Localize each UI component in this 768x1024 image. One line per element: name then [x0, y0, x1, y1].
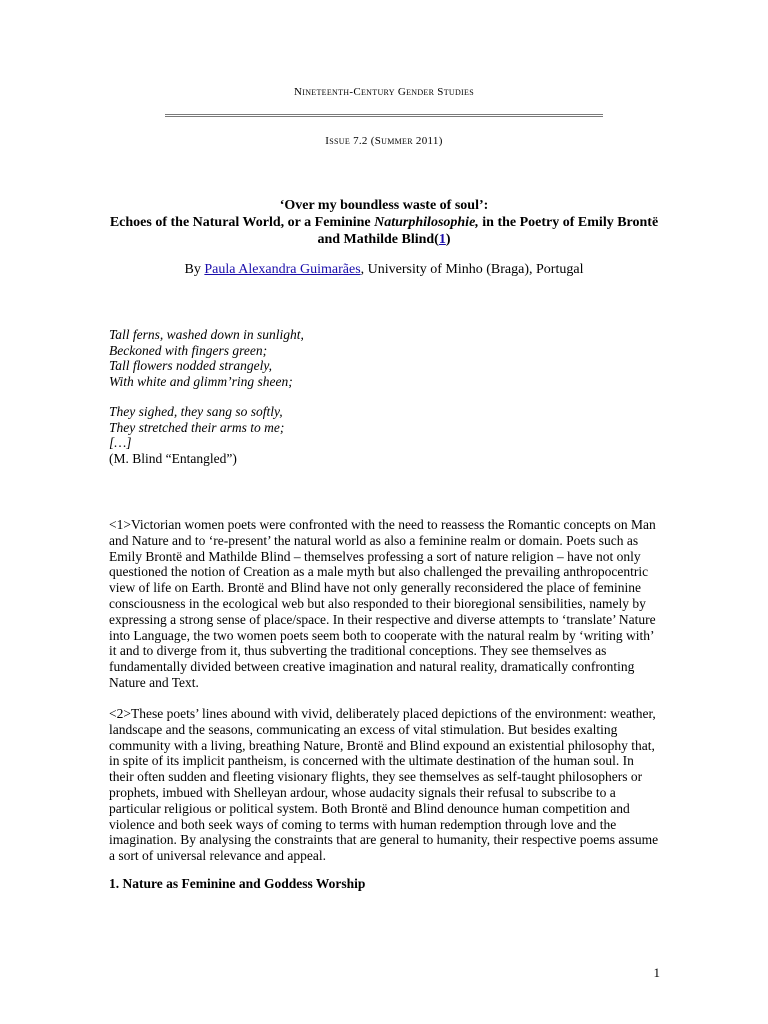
poem-line: With white and glimm’ring sheen;	[109, 373, 293, 389]
article-title	[100, 197, 668, 248]
byline	[0, 262, 768, 278]
title-italic: Naturphilosophie,	[374, 215, 479, 230]
poem-line: Tall flowers nodded strangely,	[109, 358, 273, 373]
footnote-link[interactable]: 1	[438, 232, 446, 247]
paragraph-2: <2>These poets’ lines abound with vivid, deliberately placed depictions of the environment: weather, landscape and the seasons, communicating an excess of vital stimulation. But besides exalting community with a living, breathing Nature, Brontë and Blind expound an existential philosophy that, in spite of its implicit pantheism, is concerned with the ultimate destination of the human soul. In their often sudden and fleeting visionary flights, they see themselves as self-taught philosophers or prophets, imbued with Shelleyan ardour, whose audacity signals their refusal to subscribe to a particular religious or political system. Both Brontë and Blind denounce human competition and violence and both seek ways of coming to terms with human redemption through love and the imagination. By analysing the constraints that are general to humanity, their respective poems assume a sort of universal relevance and appeal.	[109, 706, 659, 864]
poem-attribution: (M. Blind “Entangled”)	[109, 450, 237, 466]
epigraph-poem	[109, 327, 609, 466]
title-line-2	[100, 214, 668, 248]
author-link[interactable]: Paula Alexandra Guimarães	[204, 262, 361, 277]
poem-line: They stretched their arms to me;	[109, 419, 285, 435]
byline-prefix: By	[184, 262, 205, 277]
title-text-a: Echoes of the Natural World, or a Feminine	[109, 215, 375, 230]
title-line-1: ‘Over my boundless waste of soul’:	[279, 198, 489, 213]
poem-line: Tall ferns, washed down in sunlight,	[109, 327, 304, 342]
stanza-gap	[109, 389, 609, 404]
poem-line: They sighed, they sang so softly,	[109, 404, 283, 419]
section-heading: 1. Nature as Feminine and Goddess Worship	[109, 876, 366, 891]
poem-line: Beckoned with fingers green;	[109, 342, 268, 358]
page-number: 1	[653, 965, 660, 980]
poem-line: […]	[109, 435, 132, 450]
title-close: )	[445, 232, 451, 247]
paragraph-1: <1>Victorian women poets were confronted with the need to reassess the Romantic concepts on Man and Nature and to ‘re-present’ the natural world as also a feminine realm or domain. Poets such as Emily Brontë and Mathilde Blind – themselves professing a sort of nature religion – have not only questioned the notion of Creation as a male myth but also challenged the prevailing anthropocentric view of life on Earth. Brontë and Blind have not only generally reconsidered the place of feminine consciousness in the ecological web but also responded to their bioregional sensibilities, namely by expressing a strong sense of place/space. In their respective and diverse attempts to ‘translate’ Nature into Language, the two women poets seem both to cooperate with the natural realm by ‘writing with’ it and to diverge from it, thus subverting the traditional conceptions. They see themselves as fundamentally divided between creative imagination and natural reality, dramatically confronting Nature and Text.	[109, 517, 656, 690]
journal-name: Nineteenth-Century Gender Studies	[294, 86, 474, 98]
affiliation: , University of Minho (Braga), Portugal	[360, 262, 584, 277]
header-rule	[165, 114, 603, 117]
issue-label: Issue 7.2 (Summer 2011)	[325, 135, 443, 147]
title-text-b: in the Poetry of Emily Brontë and Mathilde Blind(	[317, 215, 659, 247]
